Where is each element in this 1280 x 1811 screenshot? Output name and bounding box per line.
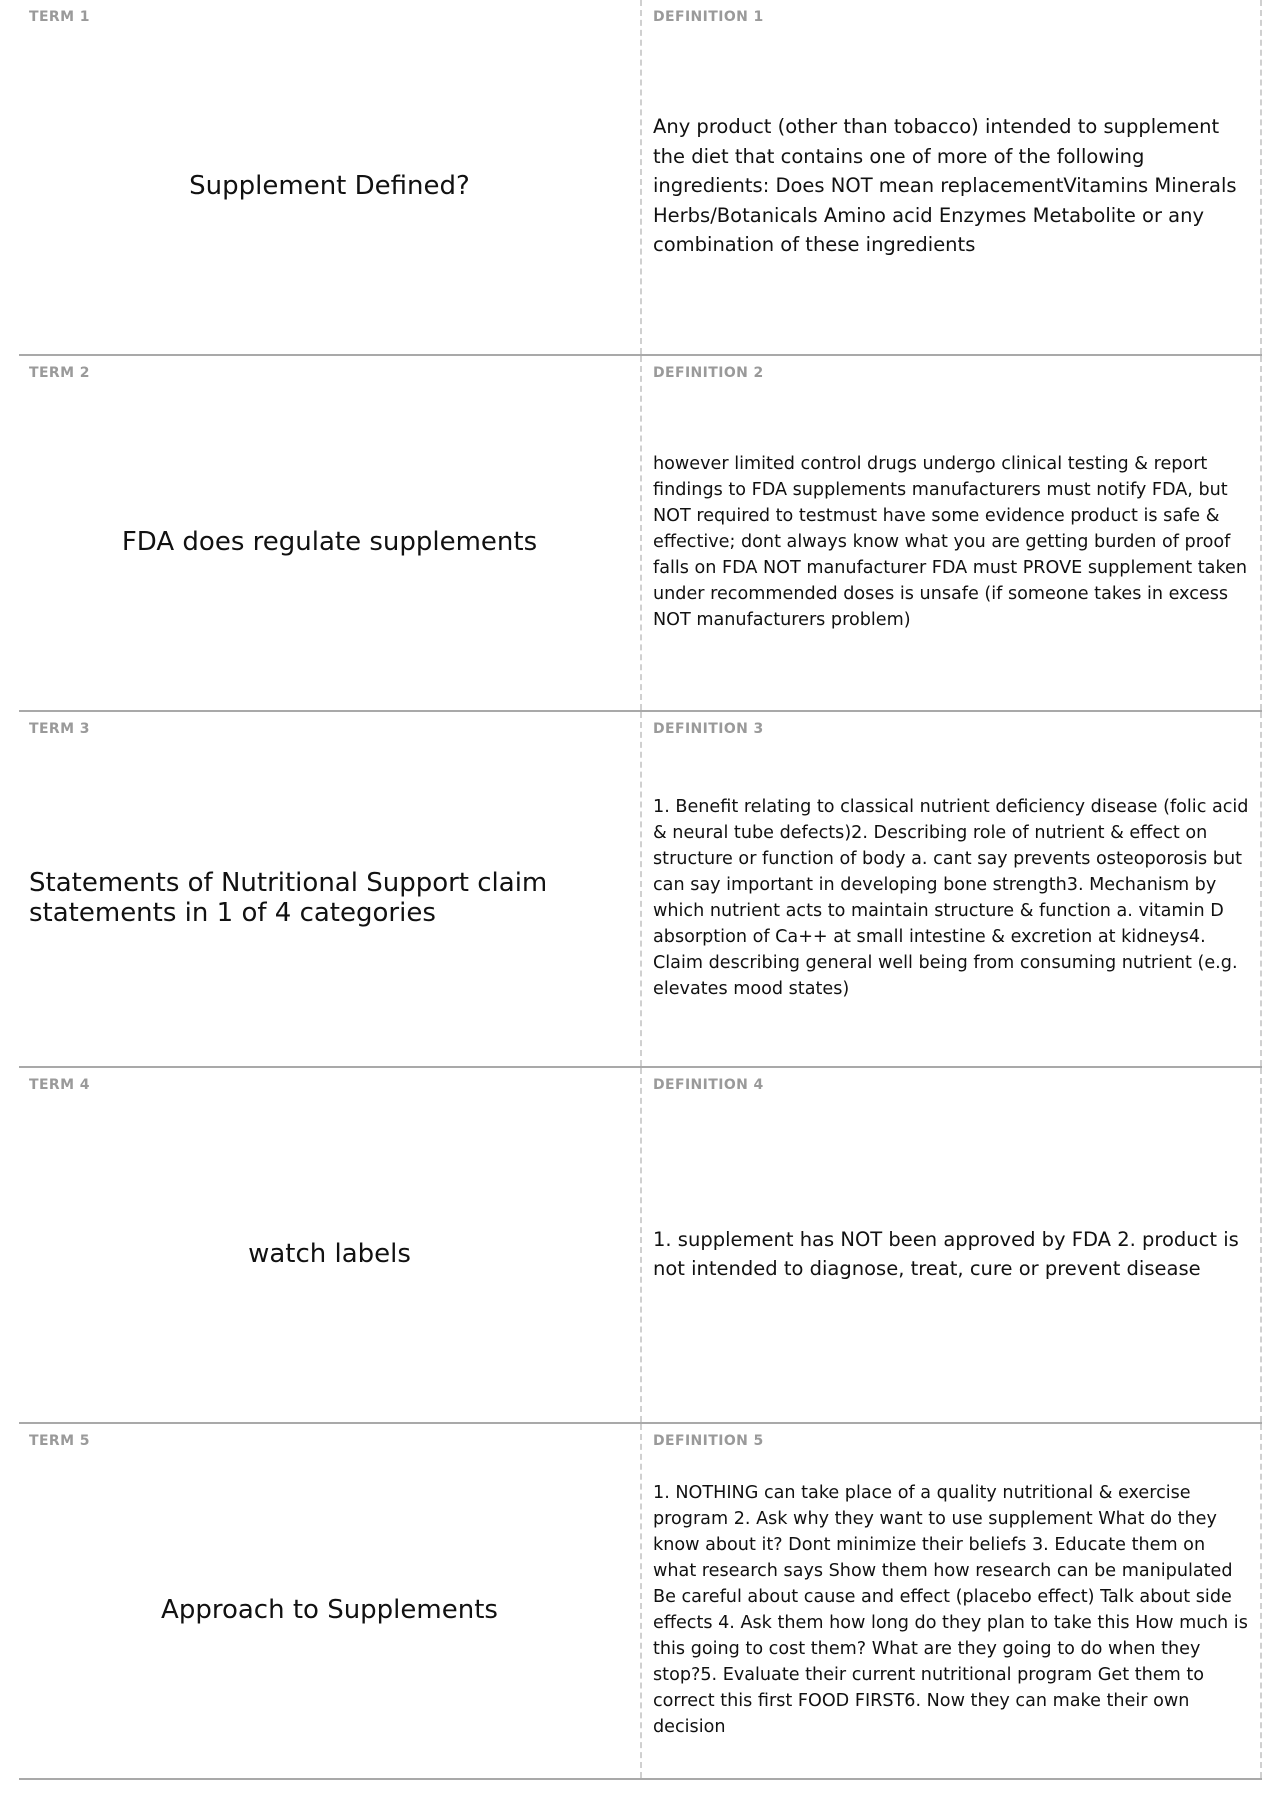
term-cell — [19, 356, 642, 710]
term-text: Approach to Supplements — [161, 1595, 498, 1625]
definition-cell — [642, 1068, 1262, 1422]
flashcard-row-1 — [19, 0, 1262, 356]
flashcard-row-4 — [19, 1068, 1262, 1424]
term-text: Statements of Nutritional Support claim statements in 1 of 4 categories — [29, 868, 548, 928]
definition-label: DEFINITION 2 — [653, 365, 764, 381]
definition-cell — [642, 1424, 1262, 1778]
term-cell — [19, 712, 642, 1066]
definition-text: however limited control drugs undergo clinical testing & report findings to FDA supplements manufacturers must notify FDA, but NOT required to testmust have some evidence product is safe & effective; dont always know what you are getting burden of proof falls on FDA NOT manufacturer FDA must PROVE supplement taken under recommended doses is unsafe (if someone takes in excess NOT manufacturers problem) — [653, 454, 1248, 630]
term-text: Supplement Defined? — [189, 171, 470, 201]
definition-cell — [642, 0, 1262, 354]
definition-text: Any product (other than tobacco) intended to supplement the diet that contains one of more of the following ingredients: Does NOT mean replacementVitamins Minerals Herbs/Botanicals Amino acid Enzymes Metabolite or any combination of these ingredients — [653, 115, 1237, 257]
term-cell — [19, 1068, 642, 1422]
definition-cell — [642, 356, 1262, 710]
definition-label: DEFINITION 1 — [653, 9, 764, 25]
definition-label: DEFINITION 5 — [653, 1433, 764, 1449]
definition-text: 1. Benefit relating to classical nutrient deficiency disease (folic acid & neural tube defects)2. Describing role of nutrient & effect on structure or function of body a. cant say prevents osteoporosis but can say important in developing bone strength3. Mechanism by which nutrient acts to maintain structure & function a. vitamin D absorption of Ca++ at small intestine & excretion at kidneys4. Claim describing general well being from consuming nutrient (e.g. elevates mood states) — [653, 797, 1249, 999]
flashcard-row-2 — [19, 356, 1262, 712]
definition-cell — [642, 712, 1262, 1066]
term-label: TERM 2 — [29, 365, 90, 381]
flashcard-row-3 — [19, 712, 1262, 1068]
term-label: TERM 4 — [29, 1077, 90, 1093]
flashcard-row-5 — [19, 1424, 1262, 1780]
term-label: TERM 5 — [29, 1433, 90, 1449]
term-label: TERM 1 — [29, 9, 90, 25]
term-text: watch labels — [248, 1239, 411, 1269]
term-label: TERM 3 — [29, 721, 90, 737]
term-cell — [19, 0, 642, 354]
definition-label: DEFINITION 3 — [653, 721, 764, 737]
definition-text: 1. supplement has NOT been approved by FDA 2. product is not intended to diagnose, treat, cure or prevent disease — [653, 1227, 1239, 1280]
definition-text: 1. NOTHING can take place of a quality nutritional & exercise program 2. Ask why they want to use supplement What do they know about it? Dont minimize their beliefs 3. Educate them on what research says Show them how research can be manipulated Be careful about cause and effect (placebo effect) Talk about side effects 4. Ask them how long do they plan to take this How much is this going to cost them? What are they going to do when they stop?5. Evaluate their current nutritional program Get them to correct this first FOOD FIRST6. Now they can make their own decision — [653, 1483, 1248, 1737]
term-cell — [19, 1424, 642, 1778]
term-text: FDA does regulate supplements — [121, 527, 538, 557]
definition-label: DEFINITION 4 — [653, 1077, 764, 1093]
